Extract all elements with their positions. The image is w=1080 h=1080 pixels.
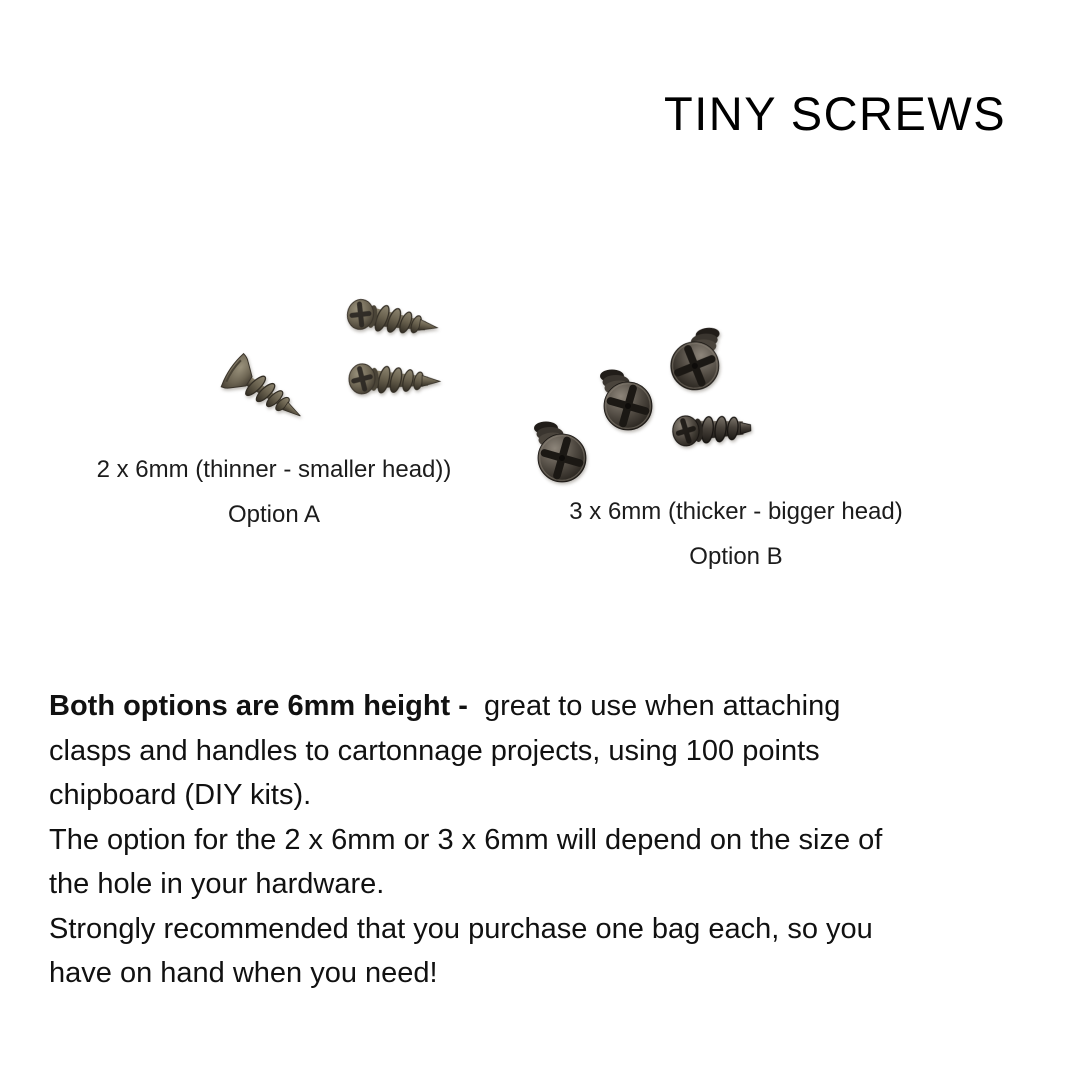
- description-line: clasps and handles to cartonnage projects, using 100 points: [49, 734, 820, 767]
- option-a-caption: [58, 456, 490, 529]
- description-line: Strongly recommended that you purchase one bag each, so you: [49, 912, 873, 945]
- description-line: have on hand when you need!: [49, 957, 438, 989]
- description-lead-bold: Both options are 6mm height -: [49, 690, 476, 722]
- option-a-screws-photo: [210, 282, 440, 442]
- option-b-caption: [540, 498, 932, 571]
- description-line: the hole in your hardware.: [49, 868, 385, 900]
- screw-b-3: [526, 416, 600, 484]
- description-line: chipboard (DIY kits).: [49, 779, 312, 811]
- option-a-label: Option A: [227, 501, 321, 528]
- page-title: TINY SCREWS: [664, 87, 1007, 140]
- option-a-size-text: 2 x 6mm (thinner - smaller head)): [96, 456, 452, 483]
- option-b-size-text: 3 x 6mm (thicker - bigger head): [569, 498, 903, 525]
- screw-a-3: [343, 350, 445, 409]
- screw-a-2: [212, 344, 322, 454]
- description-lead-rest: great to use when attaching: [475, 690, 841, 722]
- screw-b-4: [668, 400, 766, 465]
- option-b-screws-photo: [520, 322, 765, 477]
- description-line: The option for the 2 x 6mm or 3 x 6mm will depend on the size of: [49, 823, 883, 856]
- description-text: [49, 684, 1054, 996]
- description-line: [49, 684, 1054, 729]
- screw-b-2: [592, 364, 666, 432]
- option-b-label: Option B: [689, 543, 783, 570]
- screw-a-1: [338, 284, 446, 357]
